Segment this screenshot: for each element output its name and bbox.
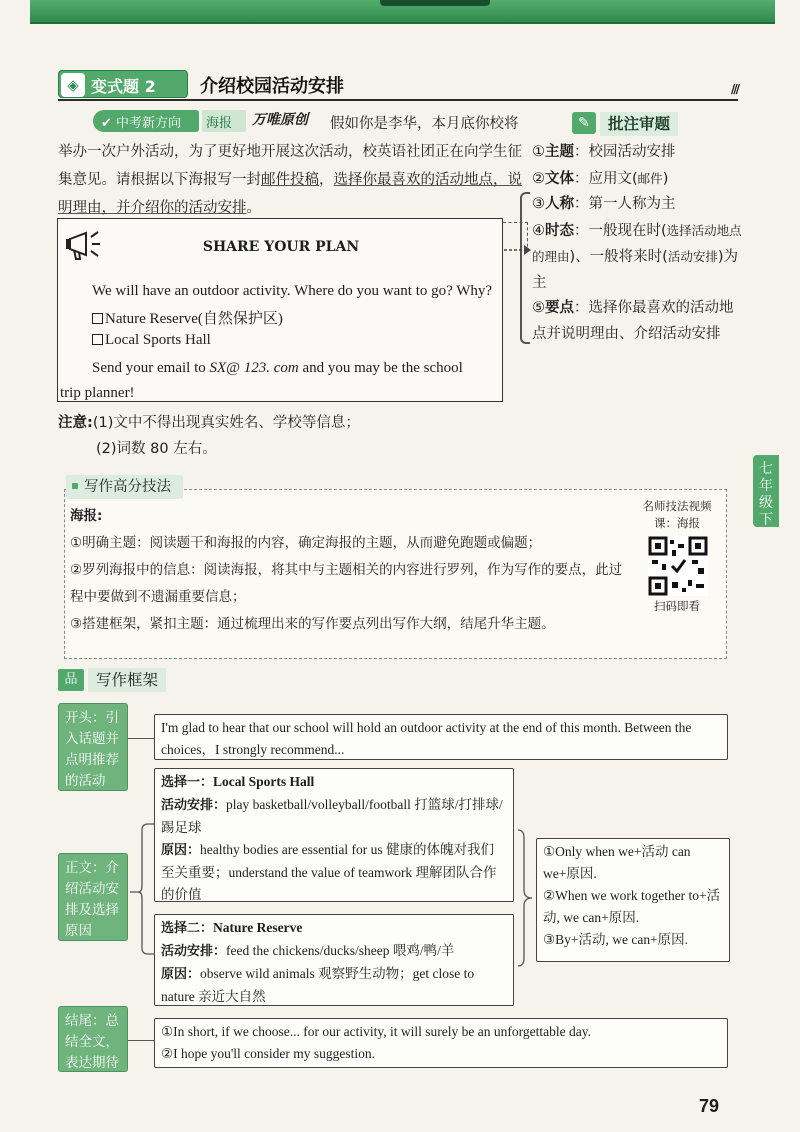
poster-send: Send your email to SX@ 123. com and you may be the school [92,360,463,376]
connector [128,1040,154,1041]
page-number: 79 [699,1096,720,1116]
title-underline [58,99,738,101]
choice-one-box: 选择一：Local Sports Hall 活动安排：play basketball/volleyball/football 打篮球/打排球/踢足球 原因：healthy bodies are essential for us 健康的体魄对我们至关重要；understand the value of teamwork 理解团队合作的价值 [154,768,514,902]
opening-text: I'm glad to hear that our school will hold an outdoor activity at the end of this month. Between the choices，I strongly recommend... [154,714,728,760]
poster-option: Local Sports Hall [92,332,211,349]
ending-text: ①In short, if we choose... for our activity, it will surely be an unforgettable day. ②I hope you'll consider my suggestion. [154,1018,728,1068]
pattern-item: ②When we work together to+活动, we can+原因. [543,888,721,925]
annotation-list [532,140,747,347]
qr-footer: 扫码即看 [654,599,700,613]
skills-tab: 写作高分技法 [66,475,183,499]
pencil-icon: ✎ [572,112,596,134]
check-icon: ✔ [101,116,117,131]
top-band [30,0,775,24]
annotation-item: ③人称：第一人称为主 [532,196,676,212]
pattern-item: ③By+活动, we can+原因. [543,932,689,947]
body-brace [128,820,156,960]
checkbox-icon [92,313,103,324]
annotation-heading: ✎ 批注审题 [572,112,702,136]
connector [128,738,154,739]
section-title-row [58,70,738,100]
poster-question: We will have an outdoor activity. Where do you want to go? Why? [92,283,493,299]
annotation-bracket [520,192,530,344]
qr-code-icon[interactable] [648,536,708,596]
poster [57,218,503,402]
skills-text: 海报: ①明确主题：阅读题干和海报的内容，确定海报的主题，从而避免跑题或偏题； ②罗列海报中的信息：阅读海报，将其中与主题相关的内容进行罗列，作为写作的要点，此过程中要做到不遗漏重要信息； ③搭建框架，紧扣主题：通过梳理出来的写作要点列出写作大纲，结尾升华主题。 [70,508,623,632]
pattern-brace [516,828,538,968]
checkbox-icon [92,334,103,345]
variant-badge [58,70,188,98]
section-title: 介绍校园活动安排 [200,76,344,97]
cube-icon: ◈ [61,73,85,97]
writing-prompt: 假如你是李华，本月底你校将举办一次户外活动，为了更好地开展这次活动，校英语社团正在向学生征集意见。请根据以下海报写一封邮件投稿，选择你最喜欢的活动地点，说明理由，并介绍你的活动安排。 [58,116,522,216]
annotation-item: ⑤要点：选择你最喜欢的活动地点并说明理由、介绍活动安排 [532,300,734,342]
annotation-item: ①主题：校园活动安排 [532,144,676,160]
poster-send-end: trip planner! [60,385,135,401]
arrow-icon [504,240,532,260]
annotation-item: ②文体：应用文(邮件) [532,170,669,187]
poster-tag: 海报 [202,110,246,132]
annotation-item: ④时态：一般现在时(选择活动地点的理由)、一般将来时(活动安排)为主 [532,222,742,291]
pattern-box [536,838,730,962]
title-marks: /// [730,82,738,96]
choice-two-box: 选择二：Nature Reserve 活动安排：feed the chickens/ducks/sheep 喂鸡/鸭/羊 原因：observe wild animals 观察野生动物；get close to nature 亲近大自然 [154,914,514,1006]
body-label: 正文：介绍活动安排及选择原因 [58,853,128,941]
new-direction-tag: ✔ 中考新方向 [93,110,199,132]
ending-label: 结尾：总结全文，表达期待 [58,1006,128,1072]
pattern-item: ①Only when we+活动 can we+原因. [543,844,691,881]
framework-heading: 品 写作框架 [58,668,182,692]
poster-title: SHARE YOUR PLAN [202,239,360,255]
variant-label: 变式题 2 [91,77,156,96]
poster-option: Nature Reserve(自然保护区) [92,307,283,328]
top-band-notch [380,0,490,6]
opening-label: 开头：引入话题并点明推荐的活动 [58,703,128,791]
framework-icon: 品 [58,669,84,691]
grade-side-tab: 七年级下 [753,455,779,527]
brand-tag: 万唯原创 [252,112,308,128]
qr-caption: 名师技法视频课：海报 [642,499,712,530]
notice: 注意:(1)文中不得出现真实姓名、学校等信息； (2)词数 80 左右。 [58,415,360,457]
